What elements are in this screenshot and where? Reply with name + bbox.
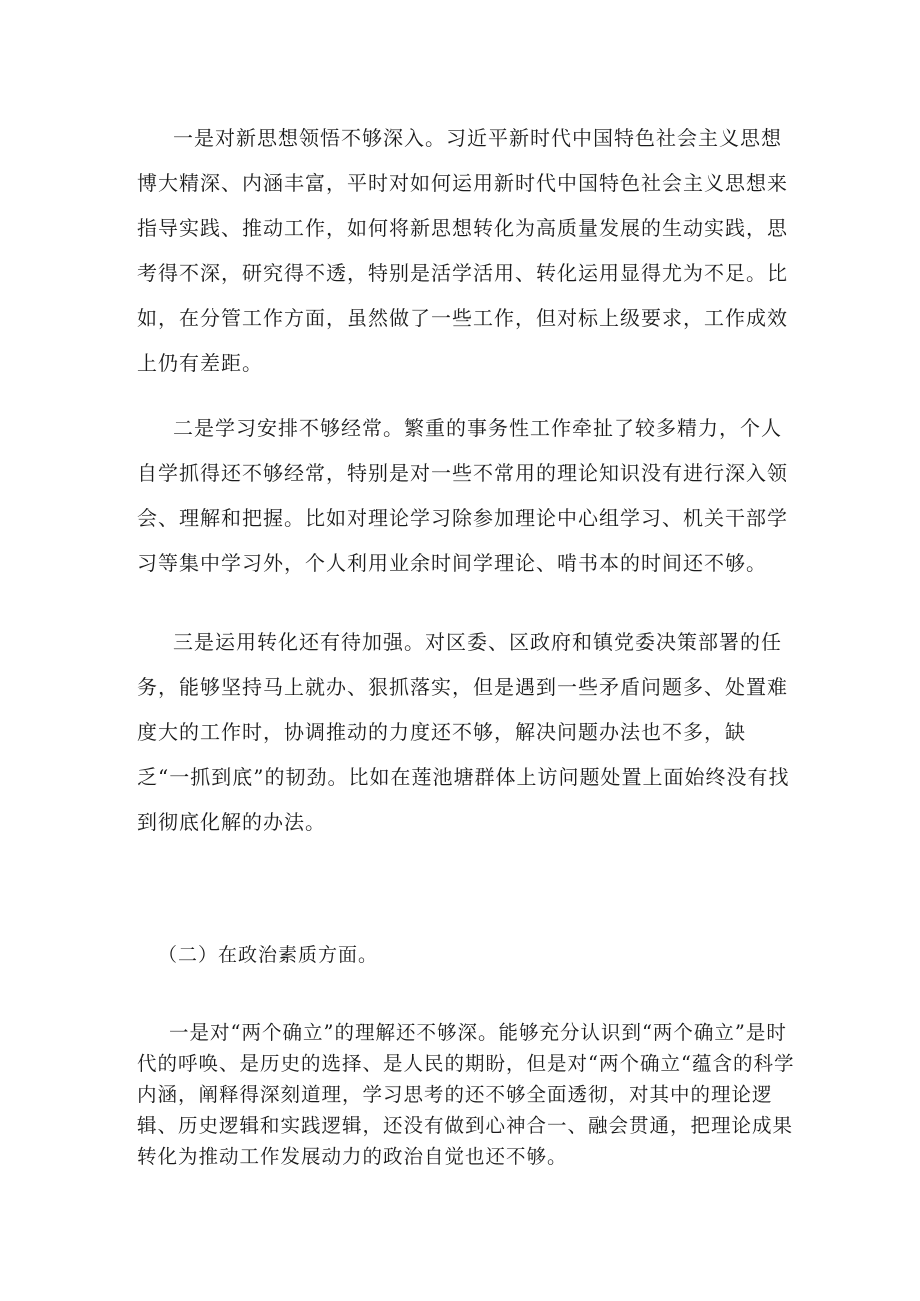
paragraph-study-arrangement: 二是学习安排不够经常。繁重的事务性工作牵扯了较多精力，个人自学抓得还不够经常，特别是对一些不常用的理论知识没有进行深入领会、理解和把握。比如对理论学习除参加理论中心组学习、机关干部学习等集中学习外，个人利用业余时间学理论、啃书本的时间还不够。 xyxy=(137,416,788,575)
paragraph-application: 三是运用转化还有待加强。对区委、区政府和镇党委决策部署的任务，能够坚持马上就办、狠抓落实，但是遇到一些矛盾问题多、处置难度大的工作时，协调推动的力度还不够，解决问题办法也不多，缺乏“一抓到底”的韧劲。比如在莲池塘群体上访问题处置上面始终没有找到彻底化解的办法。 xyxy=(137,630,790,834)
paragraph-two-establishments: 一是对“两个确立”的理解还不够深。能够充分认识到“两个确立”是时代的呼唤、是历史的选择、是人民的期盼，但是对“两个确立“蕴含的科学内涵，阐释得深刻道理，学习思考的还不够全面透彻，对其中的理论逻辑、历史逻辑和实践逻辑，还没有做到心神合一、融会贯通，把理论成果转化为推动工作发展动力的政治自觉也还不够。 xyxy=(137,1021,795,1168)
section-heading: （二）在政治素质方面。 xyxy=(158,944,379,966)
paragraph-theory-understanding: 一是对新思想领悟不够深入。习近平新时代中国特色社会主义思想博大精深、内涵丰富，平时对如何运用新时代中国特色社会主义思想来指导实践、推动工作，如何将新思想转化为高质量发展的生动实践，思考得不深，研究得不透，特别是活学活用、转化运用显得尤为不足。比如，在分管工作方面，虽然做了一些工作，但对标上级要求，工作成效上仍有差距。 xyxy=(137,126,788,375)
